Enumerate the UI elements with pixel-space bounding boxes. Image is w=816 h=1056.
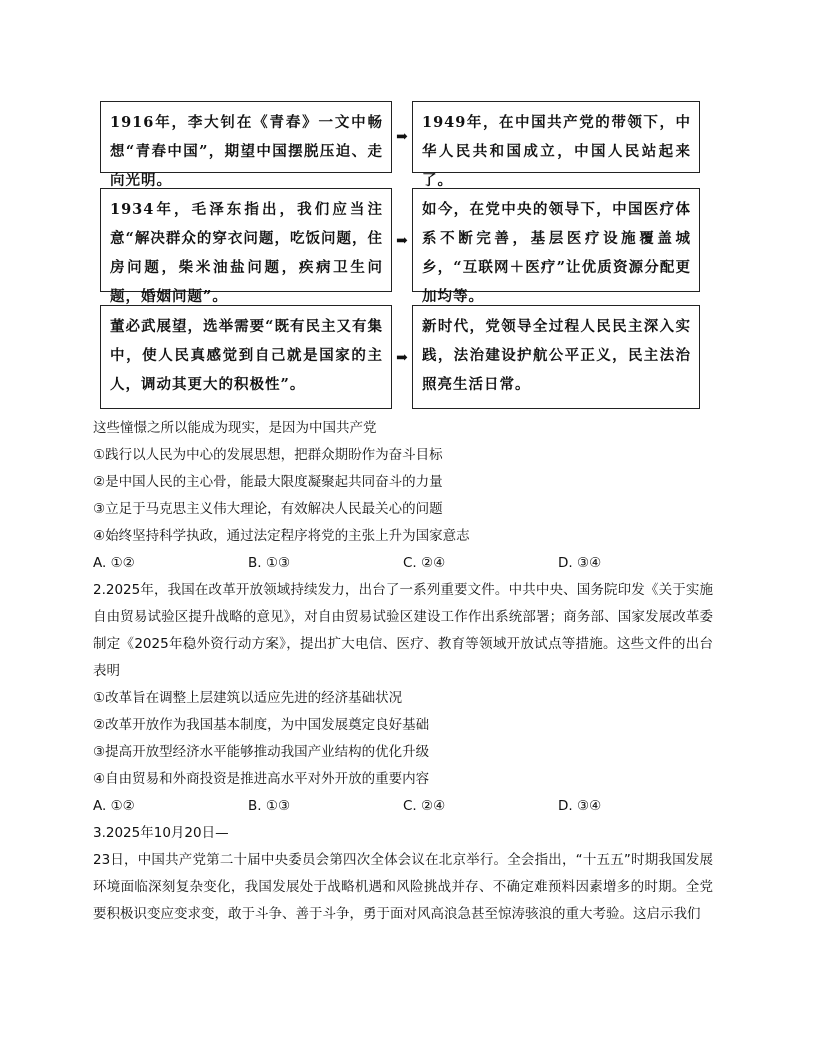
statement-item: ③立足于马克思主义伟大理论，有效解决人民最关心的问题 — [93, 501, 443, 517]
option-a[interactable]: A. ①② — [93, 555, 135, 571]
question-stem: 这些憧憬之所以能成为现实，是因为中国共产党 — [93, 420, 377, 436]
answer-options — [93, 550, 713, 577]
option-b[interactable]: B. ①③ — [248, 555, 291, 571]
statement-item: ④始终坚持科学执政，通过法定程序将党的主张上升为国家意志 — [93, 528, 470, 544]
question-3 — [93, 820, 713, 928]
past-box: 董必武展望，选举需要“既有民主又有集中，使人民真感觉到自己就是国家的主人，调动其更大的积极性”。 — [100, 305, 392, 409]
right-arrow-icon: ➡ — [396, 129, 408, 145]
question-stem: 23日，中国共产党第二十届中央委员会第四次全体会议在北京举行。全会指出，“十五五”时期我国发展环境面临深刻复杂变化，我国发展处于战略机遇和风险挑战并存、不确定难预料因素增多的时期。全党要积极识变应变求变，敢于斗争、善于斗争，勇于面对风高浪急甚至惊涛骇浪的重大考验。这启示我们 — [93, 852, 713, 922]
question-stem: 2.2025年，我国在改革开放领域持续发力，出台了一系列重要文件。中共中央、国务院印发《关于实施自由贸易试验区提升战略的意见》，对自由贸易试验区建设工作作出系统部署；商务部、国家发展改革委制定《2025年稳外资行动方案》，提出扩大电信、医疗、教育等领域开放试点等措施。这些文件的出台表明 — [93, 582, 713, 679]
option-d[interactable]: D. ③④ — [558, 798, 602, 814]
option-b[interactable]: B. ①③ — [248, 798, 291, 814]
statement-item: ①改革旨在调整上层建筑以适应先进的经济基础状况 — [93, 690, 403, 706]
right-arrow-icon: ➡ — [396, 350, 408, 366]
question-2 — [93, 577, 713, 820]
past-box: 1934年，毛泽东指出，我们应当注意“解决群众的穿衣问题，吃饭问题，住房问题，柴米油盐问题，疾病卫生问题，婚姻问题”。 — [100, 188, 392, 292]
option-d[interactable]: D. ③④ — [558, 555, 602, 571]
statement-item: ②是中国人民的主心骨，能最大限度凝聚起共同奋斗的力量 — [93, 474, 443, 490]
statement-item: ④自由贸易和外商投资是推进高水平对外开放的重要内容 — [93, 771, 430, 787]
present-box: 如今，在党中央的领导下，中国医疗体系不断完善，基层医疗设施覆盖城乡，“互联网＋医疗”让优质资源分配更加均等。 — [412, 188, 700, 292]
option-a[interactable]: A. ①② — [93, 798, 135, 814]
question-heading: 3.2025年10月20日— — [93, 825, 229, 841]
present-box: 1949年，在中国共产党的带领下，中华人民共和国成立，中国人民站起来了。 — [412, 101, 700, 173]
statement-item: ③提高开放型经济水平能够推动我国产业结构的优化升级 — [93, 744, 430, 760]
right-arrow-icon: ➡ — [396, 233, 408, 249]
statement-item: ②改革开放作为我国基本制度，为中国发展奠定良好基础 — [93, 717, 430, 733]
present-box: 新时代，党领导全过程人民民主深入实践，法治建设护航公平正义，民主法治照亮生活日常。 — [412, 305, 700, 409]
question-1 — [93, 415, 713, 577]
option-c[interactable]: C. ②④ — [403, 555, 446, 571]
answer-options — [93, 793, 713, 820]
past-box: 1916年，李大钊在《青春》一文中畅想“青春中国”，期望中国摆脱压迫、走向光明。 — [100, 101, 392, 173]
statement-item: ①践行以人民为中心的发展思想，把群众期盼作为奋斗目标 — [93, 447, 443, 463]
option-c[interactable]: C. ②④ — [403, 798, 446, 814]
